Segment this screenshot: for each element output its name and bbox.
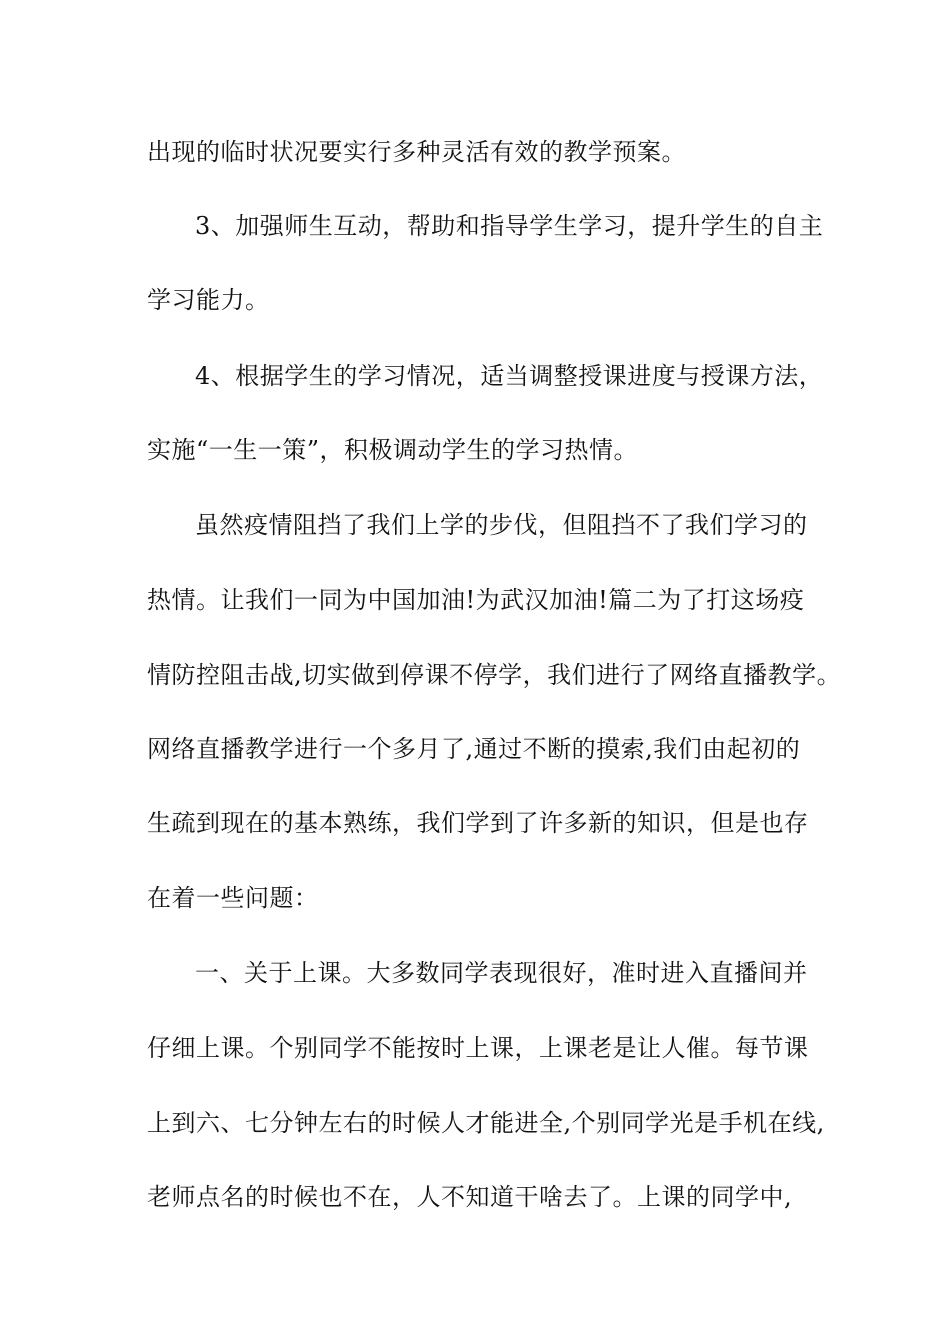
- text-line: 网络直播教学进行一个多月了,通过不断的摸索,我们由起初的: [147, 735, 801, 763]
- text-line: 实施“一生一策”，积极调动学生的学习热情。: [147, 436, 639, 464]
- text-line: 3、加强师生互动，帮助和指导学生学习，提升学生的自主: [195, 212, 824, 240]
- text-line: 热情。让我们一同为中国加油!为武汉加油!篇二为了打这场疫: [147, 586, 805, 614]
- text-line: 一、关于上课。大多数同学表现很好，准时进入直播间并: [195, 959, 808, 987]
- text-line: 在着一些问题：: [147, 884, 319, 912]
- text-line: 4、根据学生的学习情况，适当调整授课进度与授课方法，: [195, 362, 824, 390]
- text-line: 出现的临时状况要实行多种灵活有效的教学预案。: [147, 138, 686, 166]
- text-line: 仔细上课。个别同学不能按时上课，上课老是让人催。每节课: [147, 1034, 809, 1062]
- text-line: 生疏到现在的基本熟练，我们学到了许多新的知识，但是也存: [147, 809, 809, 837]
- text-line: 学习能力。: [147, 286, 270, 314]
- text-line: 上到六、七分钟左右的时候人才能进全,个别同学光是手机在线,: [147, 1109, 825, 1137]
- text-line: 虽然疫情阻挡了我们上学的步伐，但阻挡不了我们学习的: [195, 511, 808, 539]
- text-line: 情防控阻击战,切实做到停课不停学，我们进行了网络直播教学。: [147, 661, 842, 689]
- text-line: 老师点名的时候也不在，人不知道干啥去了。上课的同学中,: [147, 1183, 793, 1211]
